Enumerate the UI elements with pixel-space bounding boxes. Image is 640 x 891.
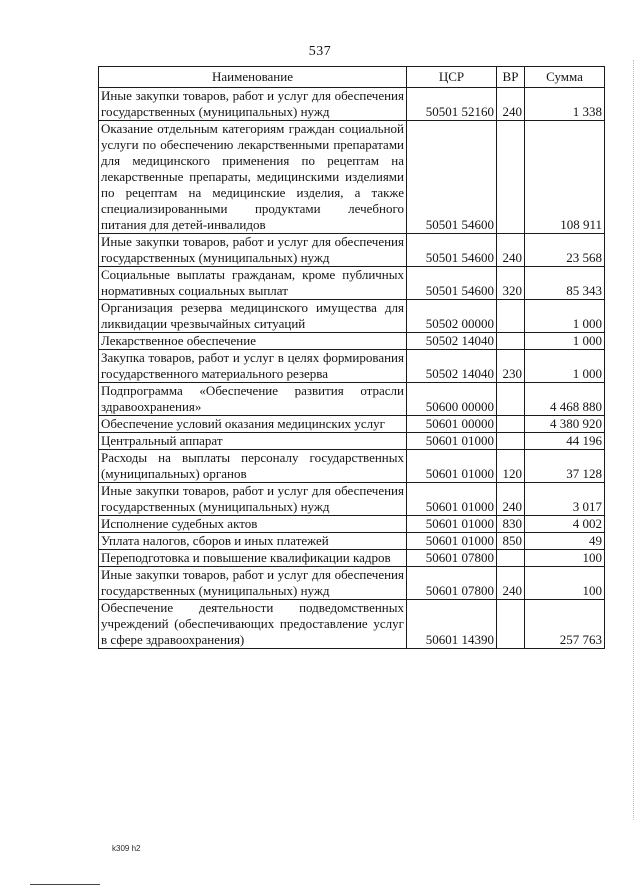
cell-csr: 50601 07800 — [407, 567, 497, 600]
cell-name: Закупка товаров, работ и услуг в целях формирования государственного материального резерва — [99, 350, 407, 383]
cell-vr — [497, 121, 525, 234]
cell-name: Переподготовка и повышение квалификации кадров — [99, 550, 407, 567]
cell-vr — [497, 550, 525, 567]
cell-sum: 100 — [525, 567, 605, 600]
cell-vr — [497, 383, 525, 416]
table-row — [99, 516, 605, 533]
table-row — [99, 121, 605, 234]
cell-sum: 49 — [525, 533, 605, 550]
page-number: 537 — [308, 44, 332, 59]
table-row — [99, 550, 605, 567]
cell-name: Организация резерва медицинского имущества для ликвидации чрезвычайных ситуаций — [99, 300, 407, 333]
header-name: Наименование — [99, 67, 407, 88]
cell-sum: 1 000 — [525, 300, 605, 333]
cell-csr: 50601 01000 — [407, 533, 497, 550]
cell-vr: 240 — [497, 234, 525, 267]
cell-name: Иные закупки товаров, работ и услуг для обеспечения государственных (муниципальных) нужд — [99, 234, 407, 267]
cell-sum: 257 763 — [525, 600, 605, 649]
footer-rule — [30, 884, 100, 885]
cell-csr: 50502 14040 — [407, 333, 497, 350]
cell-name: Лекарственное обеспечение — [99, 333, 407, 350]
table-row — [99, 416, 605, 433]
table-body — [99, 88, 605, 649]
page-edge — [632, 60, 634, 820]
header-csr: ЦСР — [407, 67, 497, 88]
cell-vr — [497, 416, 525, 433]
footer-code: k309 h2 — [112, 844, 141, 853]
table-row — [99, 300, 605, 333]
cell-sum: 3 017 — [525, 483, 605, 516]
cell-name: Уплата налогов, сборов и иных платежей — [99, 533, 407, 550]
cell-name: Оказание отдельным категориям граждан социальной услуги по обеспечению лекарственными препаратами для медицинского применения по рецептам на лекарственные препараты, медицинскими изделиями по рецептам на медицинские изделия, а также специализированными продуктами лечебного питания для детей-инвалидов — [99, 121, 407, 234]
cell-vr: 850 — [497, 533, 525, 550]
table-row — [99, 234, 605, 267]
table-row — [99, 267, 605, 300]
cell-sum: 4 468 880 — [525, 383, 605, 416]
cell-sum: 44 196 — [525, 433, 605, 450]
cell-vr: 240 — [497, 88, 525, 121]
cell-name: Расходы на выплаты персоналу государственных (муниципальных) органов — [99, 450, 407, 483]
table-row — [99, 333, 605, 350]
cell-name: Обеспечение условий оказания медицинских услуг — [99, 416, 407, 433]
table-row — [99, 533, 605, 550]
cell-csr: 50501 54600 — [407, 121, 497, 234]
header-sum: Сумма — [525, 67, 605, 88]
cell-csr: 50601 01000 — [407, 433, 497, 450]
cell-csr: 50502 00000 — [407, 300, 497, 333]
table-header-row — [99, 67, 605, 88]
cell-name: Центральный аппарат — [99, 433, 407, 450]
cell-csr: 50601 01000 — [407, 450, 497, 483]
table-row — [99, 350, 605, 383]
table-row — [99, 600, 605, 649]
header-vr: ВР — [497, 67, 525, 88]
table-row — [99, 88, 605, 121]
cell-csr: 50601 01000 — [407, 516, 497, 533]
table-row — [99, 383, 605, 416]
cell-sum: 23 568 — [525, 234, 605, 267]
cell-sum: 4 380 920 — [525, 416, 605, 433]
cell-sum: 4 002 — [525, 516, 605, 533]
cell-vr — [497, 600, 525, 649]
cell-sum: 1 000 — [525, 350, 605, 383]
cell-csr: 50501 52160 — [407, 88, 497, 121]
table-row — [99, 433, 605, 450]
cell-vr: 120 — [497, 450, 525, 483]
cell-sum: 108 911 — [525, 121, 605, 234]
cell-csr: 50601 07800 — [407, 550, 497, 567]
cell-vr: 230 — [497, 350, 525, 383]
cell-csr: 50600 00000 — [407, 383, 497, 416]
cell-csr: 50601 00000 — [407, 416, 497, 433]
table-row — [99, 483, 605, 516]
cell-csr: 50601 01000 — [407, 483, 497, 516]
budget-table — [98, 66, 605, 649]
cell-vr — [497, 333, 525, 350]
cell-name: Иные закупки товаров, работ и услуг для обеспечения государственных (муниципальных) нужд — [99, 567, 407, 600]
cell-name: Обеспечение деятельности подведомственных учреждений (обеспечивающих предоставление услуг в сфере здравоохранения) — [99, 600, 407, 649]
cell-vr: 320 — [497, 267, 525, 300]
table-row — [99, 567, 605, 600]
cell-vr: 240 — [497, 483, 525, 516]
cell-name: Подпрограмма «Обеспечение развития отрасли здравоохранения» — [99, 383, 407, 416]
cell-sum: 1 338 — [525, 88, 605, 121]
cell-csr: 50601 14390 — [407, 600, 497, 649]
cell-vr: 240 — [497, 567, 525, 600]
cell-csr: 50501 54600 — [407, 267, 497, 300]
cell-name: Иные закупки товаров, работ и услуг для обеспечения государственных (муниципальных) нужд — [99, 88, 407, 121]
cell-sum: 85 343 — [525, 267, 605, 300]
cell-vr: 830 — [497, 516, 525, 533]
cell-csr: 50501 54600 — [407, 234, 497, 267]
cell-sum: 37 128 — [525, 450, 605, 483]
cell-vr — [497, 300, 525, 333]
cell-csr: 50502 14040 — [407, 350, 497, 383]
cell-sum: 100 — [525, 550, 605, 567]
cell-vr — [497, 433, 525, 450]
table-row — [99, 450, 605, 483]
cell-sum: 1 000 — [525, 333, 605, 350]
cell-name: Исполнение судебных актов — [99, 516, 407, 533]
cell-name: Иные закупки товаров, работ и услуг для обеспечения государственных (муниципальных) нужд — [99, 483, 407, 516]
cell-name: Социальные выплаты гражданам, кроме публичных нормативных социальных выплат — [99, 267, 407, 300]
